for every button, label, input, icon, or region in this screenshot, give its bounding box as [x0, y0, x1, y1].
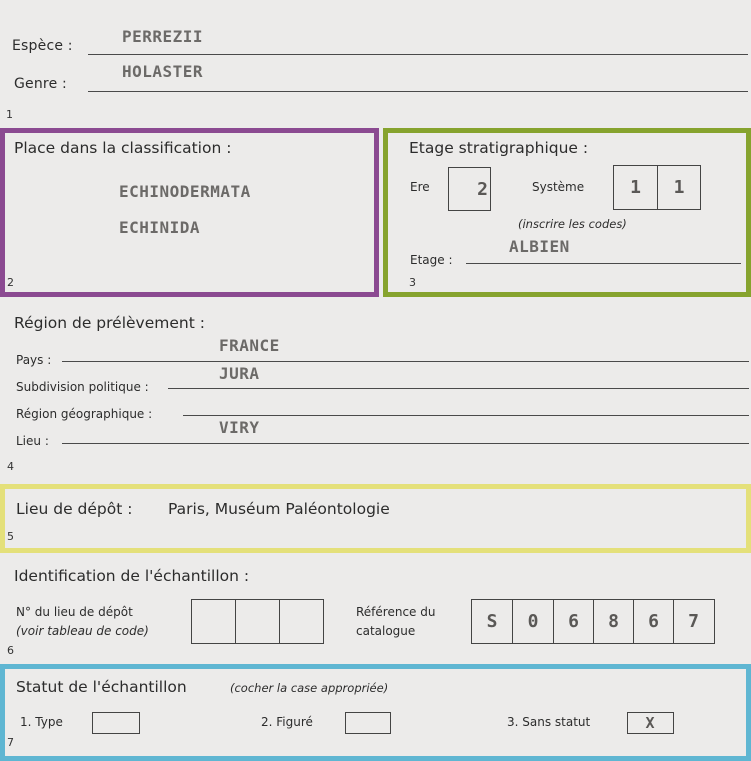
option-type-label: 1. Type — [20, 715, 63, 729]
option-figure-label: 2. Figuré — [261, 715, 313, 729]
depot-frame — [0, 484, 751, 553]
depot-number-hint: (voir tableau de code) — [16, 624, 149, 638]
espece-value: PERREZII — [122, 27, 204, 46]
espece-line — [88, 54, 748, 55]
subdivision-label: Subdivision politique : — [16, 380, 149, 394]
etage-value: ALBIEN — [509, 237, 570, 256]
section-number-2: 2 — [7, 276, 14, 289]
systeme-cell-1: 1 — [614, 166, 658, 209]
section-number-5: 5 — [7, 530, 14, 543]
genre-label: Genre : — [14, 76, 67, 92]
section-number-7: 7 — [7, 736, 14, 749]
statut-hint: (cocher la case appropriée) — [230, 681, 389, 695]
statut-title: Statut de l'échantillon — [16, 678, 187, 696]
option-sans-statut-checkbox[interactable] — [627, 712, 674, 734]
subdivision-value: JURA — [219, 364, 260, 383]
genre-line — [88, 91, 748, 92]
catalogue-ref-cell: 6 — [634, 600, 674, 643]
section-number-4: 4 — [7, 460, 14, 473]
option-type-checkbox[interactable] — [92, 712, 140, 734]
stratigraphy-title: Etage stratigraphique : — [409, 139, 589, 157]
ere-label: Ere — [410, 180, 430, 194]
codes-note: (inscrire les codes) — [518, 217, 627, 231]
lieu-label: Lieu : — [16, 434, 49, 448]
catalogue-ref-box[interactable] — [471, 599, 715, 644]
etage-line — [466, 263, 741, 264]
subdivision-line — [168, 388, 749, 389]
etage-label: Etage : — [410, 253, 453, 267]
espece-label: Espèce : — [12, 38, 73, 54]
region-title: Région de prélèvement : — [14, 314, 205, 332]
systeme-box[interactable] — [613, 165, 701, 210]
depot-number-cell — [236, 600, 280, 643]
depot-label: Lieu de dépôt : — [16, 500, 133, 518]
catalogue-ref-cell: 0 — [513, 600, 554, 643]
region-geo-label: Région géographique : — [16, 407, 153, 421]
catalogue-ref-cell: 7 — [688, 611, 699, 632]
section-number-1: 1 — [6, 108, 13, 121]
catalogue-ref-cell: S — [472, 600, 513, 643]
depot-number-label: N° du lieu de dépôt — [16, 605, 133, 619]
pays-label: Pays : — [16, 353, 52, 367]
option-figure-checkbox[interactable] — [345, 712, 391, 734]
option-sans-statut-label: 3. Sans statut — [507, 715, 591, 729]
section-number-3: 3 — [409, 276, 416, 289]
systeme-label: Système — [532, 180, 585, 194]
pays-line — [62, 361, 749, 362]
pays-value: FRANCE — [219, 336, 280, 355]
ere-box[interactable] — [448, 167, 491, 211]
lieu-value: VIRY — [219, 418, 260, 437]
section-number-6: 6 — [7, 644, 14, 657]
sans-statut-check-mark: X — [645, 714, 655, 732]
ere-cell: 2 — [477, 178, 488, 200]
classification-title: Place dans la classification : — [14, 139, 232, 157]
catalogue-ref-label-2: catalogue — [356, 624, 416, 638]
region-geo-line — [183, 415, 749, 416]
catalogue-ref-cell: 8 — [594, 600, 634, 643]
depot-number-cell — [192, 600, 236, 643]
depot-number-box[interactable] — [191, 599, 324, 644]
systeme-cell-2: 1 — [673, 177, 685, 198]
depot-value: Paris, Muséum Paléontologie — [168, 500, 390, 518]
depot-number-cell — [280, 600, 322, 643]
catalogue-ref-cell: 6 — [554, 600, 594, 643]
catalogue-ref-label: Référence du — [356, 605, 436, 619]
identification-title: Identification de l'échantillon : — [14, 567, 250, 585]
classification-line2: ECHINIDA — [119, 218, 201, 237]
genre-value: HOLASTER — [122, 62, 204, 81]
classification-line1: ECHINODERMATA — [119, 182, 251, 201]
lieu-line — [62, 443, 749, 444]
